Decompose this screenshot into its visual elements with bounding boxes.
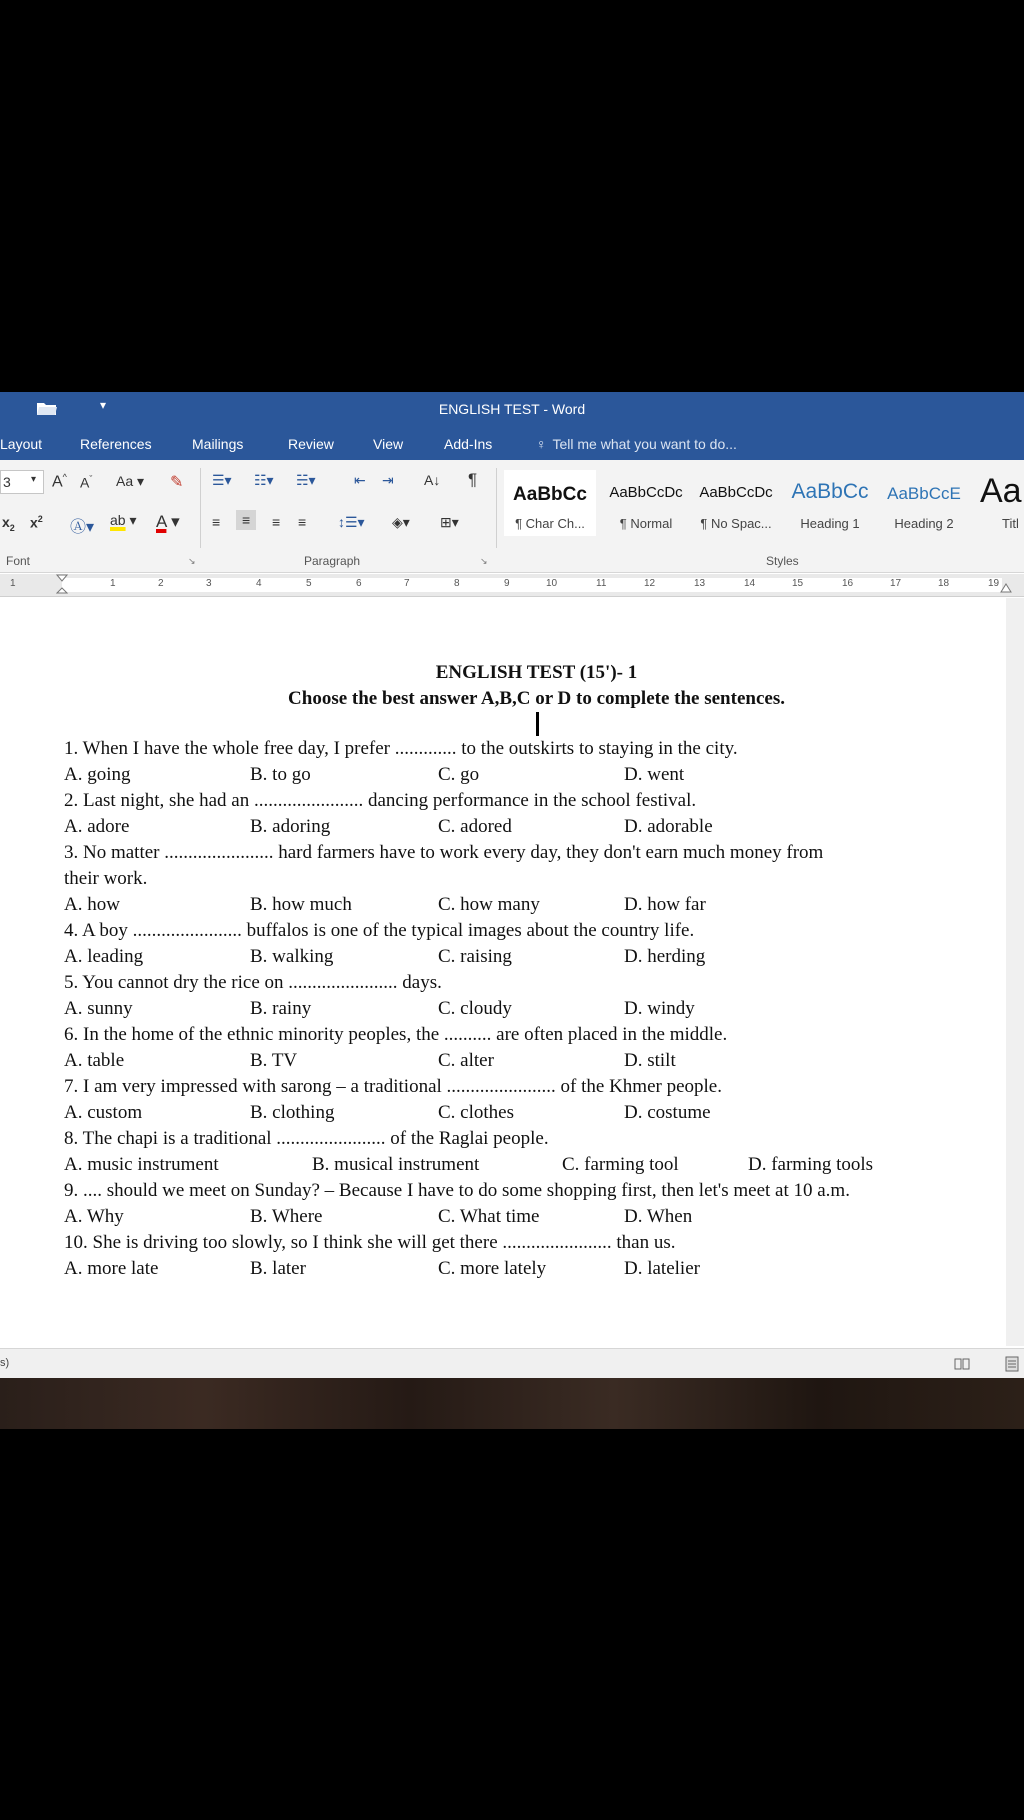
- option: C. farming tool: [562, 1154, 679, 1175]
- ruler-number: 16: [842, 578, 854, 589]
- ruler-number: 10: [546, 578, 558, 589]
- grow-font-label: A: [52, 473, 63, 491]
- style-normal[interactable]: [600, 470, 692, 536]
- style-char-ch[interactable]: [504, 470, 596, 536]
- text-effects-icon[interactable]: Ⓐ▾: [70, 519, 95, 536]
- question-text-continued: their work.: [64, 868, 148, 889]
- ruler-number: 2: [158, 578, 164, 589]
- ruler-number: 14: [744, 578, 756, 589]
- lightbulb-icon: ♀: [536, 436, 547, 452]
- option: C. adored: [438, 816, 512, 837]
- word-window: [0, 392, 1024, 1429]
- tell-me-box[interactable]: [536, 436, 737, 452]
- style-heading-1[interactable]: [784, 470, 876, 536]
- ruler-number: 19: [988, 578, 1000, 589]
- horizontal-ruler[interactable]: [0, 574, 1024, 597]
- subscript-button[interactable]: $x_2$: [2, 514, 15, 533]
- ruler-number: 15: [792, 578, 804, 589]
- borders-icon[interactable]: ⊞▾: [440, 514, 459, 530]
- option: D. costume: [624, 1102, 711, 1123]
- option: B. to go: [250, 764, 311, 785]
- option: B. rainy: [250, 998, 312, 1019]
- multilevel-list-icon[interactable]: ☵▾: [296, 472, 316, 488]
- option: A. how: [64, 894, 120, 915]
- font-color-label: A: [156, 512, 167, 531]
- tab-mailings[interactable]: Mailings: [192, 436, 244, 452]
- option: C. alter: [438, 1050, 494, 1071]
- font-group-label: Font: [6, 554, 31, 568]
- style-name: Heading 2: [894, 516, 954, 531]
- status-bar: [0, 1348, 1024, 1379]
- option: B. later: [250, 1258, 306, 1279]
- ruler-number: 4: [256, 578, 262, 589]
- tab-add-ins[interactable]: Add-Ins: [444, 436, 493, 452]
- align-right-icon[interactable]: ≡: [272, 514, 281, 530]
- superscript-label: x: [30, 514, 38, 531]
- ruler-number: 7: [404, 578, 410, 589]
- style-sample: AaBbCcDc: [699, 484, 773, 501]
- option: C. raising: [438, 946, 512, 967]
- style-sample: AaBbCc: [513, 484, 587, 505]
- clear-formatting-icon[interactable]: ✎: [170, 474, 184, 491]
- question-text: 7. I am very impressed with sarong – a traditional ....................... of the Khmer people.: [64, 1076, 722, 1097]
- ribbon-tabs: [0, 426, 1024, 460]
- option: A. sunny: [64, 998, 133, 1019]
- option: A. table: [64, 1050, 125, 1071]
- question-text: 6. In the home of the ethnic minority peoples, the .......... are often placed in the middle.: [64, 1024, 728, 1045]
- test-instruction: Choose the best answer A,B,C or D to complete the sentences.: [288, 688, 785, 709]
- subscript-label: x: [2, 514, 10, 530]
- question-text: 8. The chapi is a traditional ....................... of the Raglai people.: [64, 1128, 549, 1149]
- style-name: ¶ Char Ch...: [515, 516, 585, 531]
- option: B. how much: [250, 894, 352, 915]
- ruler-number: 6: [356, 578, 362, 589]
- option: A. leading: [64, 946, 144, 967]
- option: A. custom: [64, 1102, 143, 1123]
- window-title: ENGLISH TEST - Word: [438, 401, 586, 417]
- option: B. walking: [250, 946, 334, 967]
- text-cursor: [536, 712, 539, 736]
- option: A. more late: [64, 1258, 159, 1279]
- sort-label: A↓: [424, 472, 441, 488]
- show-marks-button[interactable]: [468, 470, 477, 490]
- style-no-spacing[interactable]: [690, 470, 782, 536]
- align-left-icon[interactable]: ≡: [212, 514, 221, 530]
- option: A. music instrument: [64, 1154, 219, 1175]
- ruler-number: 12: [644, 578, 656, 589]
- option: D. adorable: [624, 816, 713, 837]
- ruler-number: 9: [504, 578, 510, 589]
- right-indent-marker-icon[interactable]: [1000, 582, 1012, 594]
- option: D. latelier: [624, 1258, 700, 1279]
- group-separator: [200, 468, 201, 548]
- sort-button[interactable]: [424, 472, 440, 488]
- document-page[interactable]: [0, 598, 1006, 1346]
- question-text: 1. When I have the whole free day, I prefer ............. to the outskirts to staying in the city.: [64, 738, 738, 759]
- question-text: 5. You cannot dry the rice on ....................... days.: [64, 972, 442, 993]
- option: D. went: [624, 764, 685, 785]
- option: D. stilt: [624, 1050, 676, 1071]
- vertical-scrollbar[interactable]: [1006, 598, 1024, 1346]
- ribbon: [0, 460, 1024, 573]
- style-name: Titl: [1002, 516, 1019, 531]
- shrink-font-label: A: [80, 474, 90, 491]
- font-size-select[interactable]: [0, 470, 44, 494]
- ruler-number: 1: [10, 578, 16, 589]
- option: A. Why: [64, 1206, 124, 1227]
- group-separator: [496, 468, 497, 548]
- option: D. herding: [624, 946, 706, 967]
- test-title: ENGLISH TEST (15')- 1: [435, 662, 638, 683]
- numbering-icon[interactable]: ☷▾: [254, 472, 274, 488]
- chevron-down-icon: ▾: [31, 474, 37, 485]
- question-text: 2. Last night, she had an ....................... dancing performance in the school festival.: [64, 790, 697, 811]
- tell-me-text: Tell me what you want to do...: [552, 436, 737, 452]
- style-name: Heading 1: [800, 516, 860, 531]
- option: B. musical instrument: [312, 1154, 480, 1175]
- ruler-numbers: [0, 578, 1024, 592]
- font-size-value: 3: [3, 474, 11, 490]
- ruler-number: 18: [938, 578, 950, 589]
- question-text: 9. .... should we meet on Sunday? – Because I have to do some shopping first, then let's meet at 10 a.m.: [64, 1180, 850, 1201]
- highlight-icon[interactable]: ab ▾: [110, 512, 137, 528]
- print-layout-icon[interactable]: [1004, 1356, 1020, 1372]
- grow-font-button[interactable]: A^: [52, 472, 67, 491]
- ruler-number: 8: [454, 578, 460, 589]
- option: C. What time: [438, 1206, 540, 1227]
- option: B. TV: [250, 1050, 298, 1071]
- indent-marker-icon[interactable]: [56, 574, 68, 596]
- option: B. clothing: [250, 1102, 335, 1123]
- shading-icon[interactable]: ◈▾: [392, 514, 410, 530]
- ruler-number: 13: [694, 578, 706, 589]
- tab-view[interactable]: View: [373, 436, 404, 452]
- option: C. clothes: [438, 1102, 514, 1123]
- ruler-number: 17: [890, 578, 902, 589]
- ruler-number: 1: [110, 578, 116, 589]
- show-marks-label: ¶: [468, 470, 478, 489]
- style-name: ¶ No Spac...: [700, 516, 772, 531]
- option: C. how many: [438, 894, 540, 915]
- align-center-icon[interactable]: ≡: [236, 510, 256, 530]
- option: A. adore: [64, 816, 130, 837]
- superscript-button[interactable]: $x^2$: [30, 514, 43, 531]
- option: D. farming tools: [748, 1154, 874, 1175]
- option: C. cloudy: [438, 998, 512, 1019]
- status-text: s): [0, 1357, 10, 1369]
- tab-review[interactable]: Review: [288, 436, 334, 452]
- increase-indent-icon[interactable]: ⇥: [382, 472, 394, 488]
- paragraph-group-label: Paragraph: [304, 554, 361, 568]
- tab-layout[interactable]: Layout: [0, 436, 43, 452]
- customize-qat-icon[interactable]: ▾: [100, 398, 107, 412]
- option: B. Where: [250, 1206, 323, 1227]
- option: D. windy: [624, 998, 695, 1019]
- bullets-icon[interactable]: ☰▾: [212, 472, 232, 488]
- style-sample: AaBbCcDc: [609, 484, 683, 501]
- styles-group-label: Styles: [766, 554, 799, 568]
- style-sample: AaBbCcE: [887, 484, 961, 503]
- dialog-launcher-icon[interactable]: ↘: [480, 556, 488, 566]
- ruler-number: 11: [596, 578, 607, 589]
- question-text: 3. No matter ....................... hard farmers have to work every day, they don't earn much money from: [64, 842, 824, 863]
- change-case-button[interactable]: Aa ▾: [116, 473, 145, 489]
- justify-icon[interactable]: ≡: [298, 514, 307, 530]
- option: A. going: [64, 764, 131, 785]
- option: C. more lately: [438, 1258, 547, 1279]
- option: C. go: [438, 764, 480, 785]
- style-title[interactable]: [972, 470, 1024, 536]
- question-text: 4. A boy ....................... buffalos is one of the typical images about the country life.: [64, 920, 695, 941]
- ruler-number: 5: [306, 578, 312, 589]
- style-heading-2[interactable]: [878, 470, 970, 536]
- title-bar: [0, 392, 1024, 426]
- shrink-font-button[interactable]: $A^ˇ$: [80, 474, 93, 491]
- read-mode-icon[interactable]: [954, 1356, 970, 1372]
- font-color-button[interactable]: A ▾: [156, 512, 180, 531]
- option: B. adoring: [250, 816, 331, 837]
- option: D. how far: [624, 894, 706, 915]
- question-text: 10. She is driving too slowly, so I think she will get there ....................... than us.: [64, 1232, 676, 1253]
- tab-references[interactable]: References: [80, 436, 152, 452]
- ruler-number: 3: [206, 578, 212, 589]
- line-spacing-icon[interactable]: ↕☰▾: [338, 514, 365, 530]
- style-sample: AaBbCc: [791, 480, 869, 503]
- style-name: ¶ Normal: [619, 516, 673, 531]
- background-photo-strip: [0, 1378, 1024, 1429]
- option: D. When: [624, 1206, 693, 1227]
- change-case-label: Aa: [116, 473, 134, 489]
- dialog-launcher-icon[interactable]: ↘: [188, 556, 196, 566]
- decrease-indent-icon[interactable]: ⇤: [354, 472, 366, 488]
- style-sample: Aa: [980, 472, 1022, 510]
